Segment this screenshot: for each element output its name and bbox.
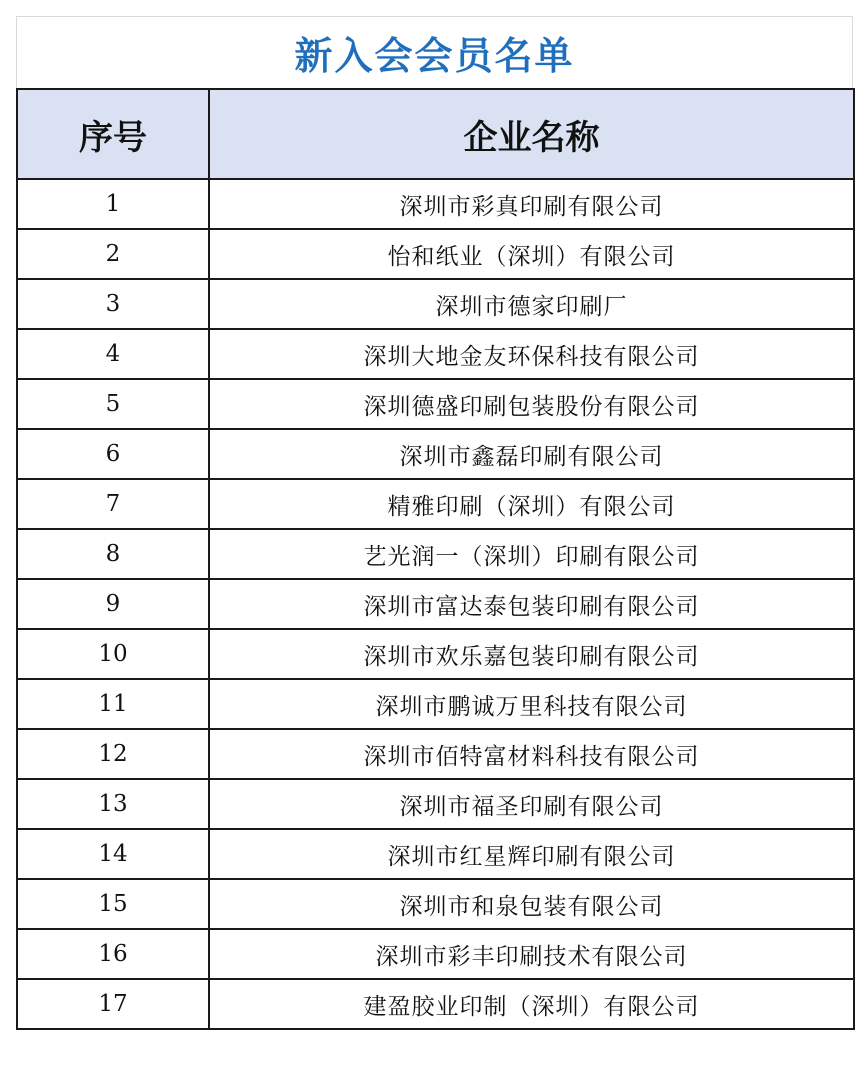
row-index: 5 [17,379,209,429]
row-index: 7 [17,479,209,529]
table-row [17,979,854,1029]
company-name: 深圳大地金友环保科技有限公司 [209,329,854,379]
page-title: 新入会会员名单 [294,34,575,78]
company-name: 深圳市和泉包装有限公司 [209,879,854,929]
table-row [17,879,854,929]
company-name: 深圳市欢乐嘉包装印刷有限公司 [209,629,854,679]
row-index: 17 [17,979,209,1029]
company-name: 精雅印刷（深圳）有限公司 [209,479,854,529]
table-row [17,729,854,779]
row-index: 6 [17,429,209,479]
table-row [17,579,854,629]
company-name: 艺光润一（深圳）印刷有限公司 [209,529,854,579]
row-index: 13 [17,779,209,829]
table-row [17,279,854,329]
table-row [17,829,854,879]
table-row [17,179,854,229]
company-name: 深圳市鹏诚万里科技有限公司 [209,679,854,729]
company-name: 深圳市彩真印刷有限公司 [209,179,854,229]
member-table [16,88,855,1030]
table-row [17,229,854,279]
row-index: 16 [17,929,209,979]
row-index: 15 [17,879,209,929]
header-index: 序号 [17,89,209,179]
table-row [17,679,854,729]
header-row [17,89,854,179]
row-index: 10 [17,629,209,679]
row-index: 1 [17,179,209,229]
row-index: 2 [17,229,209,279]
table-row [17,529,854,579]
table-row [17,779,854,829]
header-company-name: 企业名称 [209,89,854,179]
company-name: 深圳市福圣印刷有限公司 [209,779,854,829]
row-index: 12 [17,729,209,779]
company-name: 建盈胶业印制（深圳）有限公司 [209,979,854,1029]
table-row [17,429,854,479]
row-index: 11 [17,679,209,729]
company-name: 深圳德盛印刷包装股份有限公司 [209,379,854,429]
company-name: 深圳市红星辉印刷有限公司 [209,829,854,879]
company-name: 怡和纸业（深圳）有限公司 [209,229,854,279]
table-row [17,329,854,379]
row-index: 14 [17,829,209,879]
row-index: 9 [17,579,209,629]
table-row [17,629,854,679]
title-box [16,16,853,88]
company-name: 深圳市佰特富材料科技有限公司 [209,729,854,779]
member-rows [17,179,854,1029]
row-index: 8 [17,529,209,579]
table-row [17,929,854,979]
row-index: 3 [17,279,209,329]
company-name: 深圳市彩丰印刷技术有限公司 [209,929,854,979]
table-row [17,379,854,429]
table-row [17,479,854,529]
company-name: 深圳市鑫磊印刷有限公司 [209,429,854,479]
company-name: 深圳市富达泰包装印刷有限公司 [209,579,854,629]
row-index: 4 [17,329,209,379]
company-name: 深圳市德家印刷厂 [209,279,854,329]
